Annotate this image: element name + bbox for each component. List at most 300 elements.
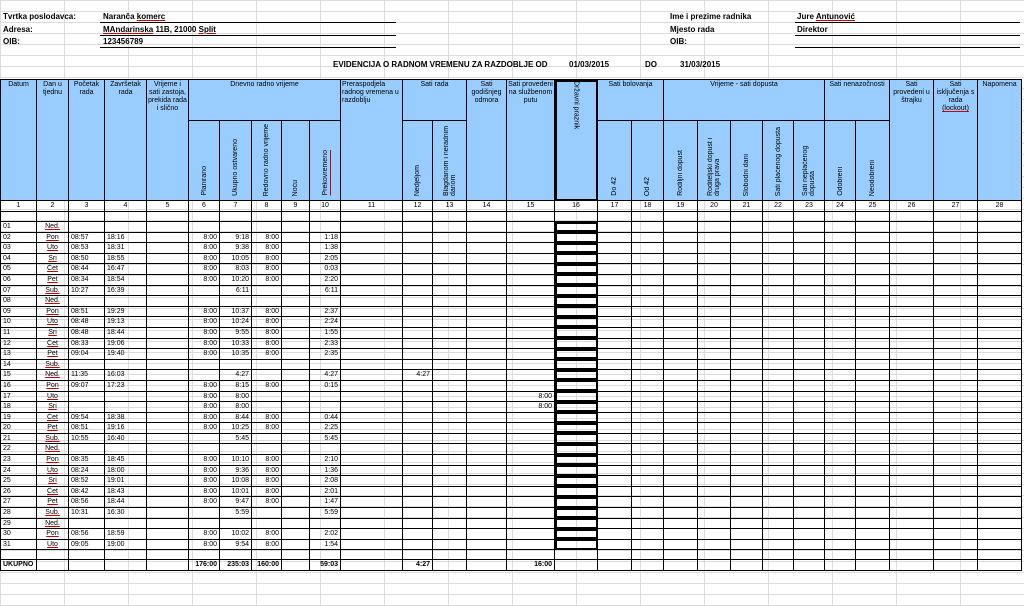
empty-cell[interactable]: [978, 264, 1022, 275]
empty-cell[interactable]: [598, 508, 632, 519]
empty-cell[interactable]: [794, 359, 825, 370]
night-cell[interactable]: [282, 423, 310, 434]
empty-cell[interactable]: [856, 264, 890, 275]
stoppage-cell[interactable]: [147, 539, 189, 550]
date-cell[interactable]: 20: [1, 423, 37, 434]
empty-cell[interactable]: [664, 433, 698, 444]
empty-cell[interactable]: [598, 327, 632, 338]
total-cell[interactable]: 10:05: [220, 253, 252, 264]
start-cell[interactable]: 08:56: [69, 497, 105, 508]
start-cell[interactable]: 08:50: [69, 253, 105, 264]
empty-cell[interactable]: [934, 539, 978, 550]
date-cell[interactable]: 10: [1, 317, 37, 328]
empty-cell[interactable]: [731, 338, 763, 349]
end-cell[interactable]: [105, 444, 147, 455]
date-cell[interactable]: 26: [1, 486, 37, 497]
annual-leave-cell[interactable]: [467, 508, 507, 519]
empty-cell[interactable]: [698, 338, 731, 349]
empty-cell[interactable]: [890, 486, 934, 497]
start-cell[interactable]: 08:35: [69, 455, 105, 466]
empty-cell[interactable]: [763, 518, 794, 529]
date-cell[interactable]: 23: [1, 455, 37, 466]
empty-cell[interactable]: [934, 349, 978, 360]
empty-cell[interactable]: [555, 359, 598, 370]
empty-cell[interactable]: [825, 433, 856, 444]
empty-cell[interactable]: [632, 423, 664, 434]
stoppage-cell[interactable]: [147, 508, 189, 519]
empty-cell[interactable]: [856, 465, 890, 476]
redistribution-cell[interactable]: [341, 285, 403, 296]
empty-cell[interactable]: [794, 412, 825, 423]
business-trip-cell[interactable]: [507, 465, 555, 476]
business-trip-cell[interactable]: [507, 232, 555, 243]
business-trip-cell[interactable]: [507, 455, 555, 466]
empty-cell[interactable]: [632, 433, 664, 444]
empty-cell[interactable]: [698, 433, 731, 444]
empty-cell[interactable]: [856, 285, 890, 296]
planned-cell[interactable]: 8:00: [189, 497, 220, 508]
regular-cell[interactable]: [252, 508, 282, 519]
redistribution-cell[interactable]: [341, 455, 403, 466]
sunday-cell[interactable]: 4:27: [403, 370, 433, 381]
annual-leave-cell[interactable]: [467, 529, 507, 540]
day-cell[interactable]: Sub.: [37, 285, 69, 296]
total-overtime[interactable]: 59:03: [310, 560, 341, 571]
empty-cell[interactable]: [978, 349, 1022, 360]
night-cell[interactable]: [282, 412, 310, 423]
stoppage-cell[interactable]: [147, 402, 189, 413]
annual-leave-cell[interactable]: [467, 327, 507, 338]
empty-cell[interactable]: [632, 391, 664, 402]
planned-cell[interactable]: 8:00: [189, 243, 220, 254]
empty-cell[interactable]: [934, 285, 978, 296]
empty-cell[interactable]: [731, 518, 763, 529]
day-cell[interactable]: Ned.: [37, 370, 69, 381]
end-cell[interactable]: 18:00: [105, 465, 147, 476]
night-cell[interactable]: [282, 380, 310, 391]
empty-cell[interactable]: [555, 518, 598, 529]
empty-cell[interactable]: [890, 317, 934, 328]
end-cell[interactable]: [105, 296, 147, 307]
regular-cell[interactable]: [252, 359, 282, 370]
overtime-cell[interactable]: 2:37: [310, 306, 341, 317]
empty-cell[interactable]: [856, 444, 890, 455]
end-cell[interactable]: 16:03: [105, 370, 147, 381]
empty-cell[interactable]: [763, 253, 794, 264]
regular-cell[interactable]: 8:00: [252, 274, 282, 285]
empty-cell[interactable]: [978, 274, 1022, 285]
address-value[interactable]: MAndarinska 11B, 21000 Split: [103, 25, 216, 34]
start-cell[interactable]: 08:51: [69, 423, 105, 434]
empty-cell[interactable]: [698, 359, 731, 370]
empty-cell[interactable]: [763, 497, 794, 508]
empty-cell[interactable]: [632, 465, 664, 476]
holiday-cell[interactable]: [433, 253, 467, 264]
holiday-cell[interactable]: [433, 444, 467, 455]
empty-cell[interactable]: [934, 306, 978, 317]
empty-cell[interactable]: [890, 518, 934, 529]
redistribution-cell[interactable]: [341, 338, 403, 349]
empty-cell[interactable]: [698, 412, 731, 423]
night-cell[interactable]: [282, 486, 310, 497]
redistribution-cell[interactable]: [341, 327, 403, 338]
date-cell[interactable]: 02: [1, 232, 37, 243]
empty-cell[interactable]: [555, 253, 598, 264]
empty-cell[interactable]: [763, 359, 794, 370]
annual-leave-cell[interactable]: [467, 539, 507, 550]
empty-cell[interactable]: [934, 359, 978, 370]
stoppage-cell[interactable]: [147, 317, 189, 328]
empty-cell[interactable]: [978, 253, 1022, 264]
empty-cell[interactable]: [664, 296, 698, 307]
empty-cell[interactable]: [598, 274, 632, 285]
holiday-cell[interactable]: [433, 232, 467, 243]
regular-cell[interactable]: 8:00: [252, 327, 282, 338]
empty-cell[interactable]: [890, 243, 934, 254]
planned-cell[interactable]: [189, 359, 220, 370]
date-cell[interactable]: 27: [1, 497, 37, 508]
empty-cell[interactable]: [664, 380, 698, 391]
empty-cell[interactable]: [632, 359, 664, 370]
empty-cell[interactable]: [731, 402, 763, 413]
empty-cell[interactable]: [664, 359, 698, 370]
empty-cell[interactable]: [731, 539, 763, 550]
empty-cell[interactable]: [555, 402, 598, 413]
start-cell[interactable]: 08:44: [69, 264, 105, 275]
empty-cell[interactable]: [555, 274, 598, 285]
business-trip-cell[interactable]: [507, 317, 555, 328]
empty-cell[interactable]: [794, 486, 825, 497]
total-cell[interactable]: 9:36: [220, 465, 252, 476]
empty-cell[interactable]: [598, 296, 632, 307]
empty-cell[interactable]: [555, 296, 598, 307]
empty-cell[interactable]: [632, 274, 664, 285]
empty-cell[interactable]: [934, 529, 978, 540]
date-cell[interactable]: 19: [1, 412, 37, 423]
empty-cell[interactable]: [664, 529, 698, 540]
sunday-cell[interactable]: [403, 349, 433, 360]
employee-value[interactable]: Jure Antunović: [797, 12, 855, 21]
start-cell[interactable]: 09:07: [69, 380, 105, 391]
night-cell[interactable]: [282, 497, 310, 508]
day-cell[interactable]: Uto: [37, 465, 69, 476]
regular-cell[interactable]: 8:00: [252, 232, 282, 243]
redistribution-cell[interactable]: [341, 253, 403, 264]
empty-cell[interactable]: [978, 327, 1022, 338]
empty-cell[interactable]: [598, 285, 632, 296]
day-cell[interactable]: Čet: [37, 486, 69, 497]
date-cell[interactable]: 03: [1, 243, 37, 254]
redistribution-cell[interactable]: [341, 274, 403, 285]
sunday-cell[interactable]: [403, 243, 433, 254]
stoppage-cell[interactable]: [147, 222, 189, 233]
empty-cell[interactable]: [698, 497, 731, 508]
empty-cell[interactable]: [664, 274, 698, 285]
empty-cell[interactable]: [632, 518, 664, 529]
empty-cell[interactable]: [664, 222, 698, 233]
sunday-cell[interactable]: [403, 539, 433, 550]
start-cell[interactable]: [69, 222, 105, 233]
empty-cell[interactable]: [934, 455, 978, 466]
empty-cell[interactable]: [698, 444, 731, 455]
annual-leave-cell[interactable]: [467, 274, 507, 285]
regular-cell[interactable]: 8:00: [252, 338, 282, 349]
overtime-cell[interactable]: [310, 391, 341, 402]
empty-cell[interactable]: [856, 338, 890, 349]
empty-cell[interactable]: [934, 402, 978, 413]
empty-cell[interactable]: [794, 370, 825, 381]
end-cell[interactable]: [105, 518, 147, 529]
business-trip-cell[interactable]: [507, 306, 555, 317]
stoppage-cell[interactable]: [147, 274, 189, 285]
empty-cell[interactable]: [664, 285, 698, 296]
planned-cell[interactable]: 8:00: [189, 232, 220, 243]
start-cell[interactable]: [69, 296, 105, 307]
empty-cell[interactable]: [978, 497, 1022, 508]
empty-cell[interactable]: [632, 508, 664, 519]
redistribution-cell[interactable]: [341, 264, 403, 275]
overtime-cell[interactable]: 2:33: [310, 338, 341, 349]
holiday-cell[interactable]: [433, 380, 467, 391]
empty-cell[interactable]: [555, 317, 598, 328]
date-cell[interactable]: 21: [1, 433, 37, 444]
empty-cell[interactable]: [825, 465, 856, 476]
empty-cell[interactable]: [763, 285, 794, 296]
empty-cell[interactable]: [763, 243, 794, 254]
empty-cell[interactable]: [978, 243, 1022, 254]
empty-cell[interactable]: [934, 274, 978, 285]
empty-cell[interactable]: [598, 349, 632, 360]
empty-cell[interactable]: [890, 296, 934, 307]
date-cell[interactable]: 09: [1, 306, 37, 317]
night-cell[interactable]: [282, 402, 310, 413]
sunday-cell[interactable]: [403, 529, 433, 540]
empty-cell[interactable]: [598, 243, 632, 254]
empty-cell[interactable]: [664, 253, 698, 264]
empty-cell[interactable]: [698, 508, 731, 519]
empty-cell[interactable]: [632, 296, 664, 307]
total-business-trip[interactable]: 16:00: [507, 560, 555, 571]
night-cell[interactable]: [282, 391, 310, 402]
empty-cell[interactable]: [664, 264, 698, 275]
date-cell[interactable]: 05: [1, 264, 37, 275]
holiday-cell[interactable]: [433, 359, 467, 370]
start-cell[interactable]: 09:04: [69, 349, 105, 360]
business-trip-cell[interactable]: [507, 264, 555, 275]
holiday-cell[interactable]: [433, 465, 467, 476]
date-cell[interactable]: 30: [1, 529, 37, 540]
empty-cell[interactable]: [698, 253, 731, 264]
night-cell[interactable]: [282, 455, 310, 466]
empty-cell[interactable]: [890, 508, 934, 519]
overtime-cell[interactable]: 4:27: [310, 370, 341, 381]
empty-cell[interactable]: [763, 444, 794, 455]
redistribution-cell[interactable]: [341, 518, 403, 529]
empty-cell[interactable]: [978, 465, 1022, 476]
empty-cell[interactable]: [890, 274, 934, 285]
total-cell[interactable]: 9:54: [220, 539, 252, 550]
empty-cell[interactable]: [555, 455, 598, 466]
end-cell[interactable]: 19:00: [105, 539, 147, 550]
holiday-cell[interactable]: [433, 370, 467, 381]
total-cell[interactable]: 10:20: [220, 274, 252, 285]
empty-cell[interactable]: [731, 465, 763, 476]
night-cell[interactable]: [282, 253, 310, 264]
total-cell[interactable]: 9:38: [220, 243, 252, 254]
sunday-cell[interactable]: [403, 444, 433, 455]
stoppage-cell[interactable]: [147, 433, 189, 444]
holiday-cell[interactable]: [433, 433, 467, 444]
day-cell[interactable]: Sub.: [37, 433, 69, 444]
empty-cell[interactable]: [856, 222, 890, 233]
empty-cell[interactable]: [763, 433, 794, 444]
empty-cell[interactable]: [632, 412, 664, 423]
regular-cell[interactable]: 8:00: [252, 476, 282, 487]
empty-cell[interactable]: [856, 306, 890, 317]
totals-label[interactable]: UKUPNO: [1, 560, 37, 571]
start-cell[interactable]: [69, 391, 105, 402]
empty-cell[interactable]: [856, 518, 890, 529]
night-cell[interactable]: [282, 306, 310, 317]
end-cell[interactable]: 18:54: [105, 274, 147, 285]
overtime-cell[interactable]: 1:38: [310, 243, 341, 254]
empty-cell[interactable]: [664, 518, 698, 529]
date-from[interactable]: 01/03/2015: [569, 60, 610, 69]
empty-cell[interactable]: [731, 370, 763, 381]
empty-cell[interactable]: [794, 455, 825, 466]
redistribution-cell[interactable]: [341, 412, 403, 423]
annual-leave-cell[interactable]: [467, 518, 507, 529]
end-cell[interactable]: 19:40: [105, 349, 147, 360]
empty-cell[interactable]: [934, 380, 978, 391]
regular-cell[interactable]: 8:00: [252, 455, 282, 466]
empty-cell[interactable]: [763, 539, 794, 550]
empty-cell[interactable]: [698, 539, 731, 550]
empty-cell[interactable]: [598, 306, 632, 317]
date-cell[interactable]: 14: [1, 359, 37, 370]
sunday-cell[interactable]: [403, 465, 433, 476]
empty-cell[interactable]: [825, 296, 856, 307]
empty-cell[interactable]: [978, 423, 1022, 434]
empty-cell[interactable]: [698, 423, 731, 434]
empty-cell[interactable]: [555, 327, 598, 338]
stoppage-cell[interactable]: [147, 412, 189, 423]
empty-cell[interactable]: [934, 518, 978, 529]
night-cell[interactable]: [282, 338, 310, 349]
business-trip-cell[interactable]: [507, 222, 555, 233]
redistribution-cell[interactable]: [341, 497, 403, 508]
day-cell[interactable]: Uto: [37, 243, 69, 254]
empty-cell[interactable]: [890, 338, 934, 349]
total-planned[interactable]: 176:00: [189, 560, 220, 571]
empty-cell[interactable]: [555, 243, 598, 254]
empty-cell[interactable]: [825, 486, 856, 497]
empty-cell[interactable]: [598, 476, 632, 487]
empty-cell[interactable]: [794, 518, 825, 529]
empty-cell[interactable]: [698, 222, 731, 233]
stoppage-cell[interactable]: [147, 327, 189, 338]
empty-cell[interactable]: [890, 412, 934, 423]
sunday-cell[interactable]: [403, 253, 433, 264]
empty-cell[interactable]: [664, 444, 698, 455]
redistribution-cell[interactable]: [341, 465, 403, 476]
regular-cell[interactable]: [252, 285, 282, 296]
empty-cell[interactable]: [825, 285, 856, 296]
regular-cell[interactable]: 8:00: [252, 497, 282, 508]
stoppage-cell[interactable]: [147, 486, 189, 497]
col-drzavni[interactable]: Državni praznik: [555, 80, 598, 201]
annual-leave-cell[interactable]: [467, 285, 507, 296]
overtime-cell[interactable]: [310, 296, 341, 307]
sunday-cell[interactable]: [403, 391, 433, 402]
empty-cell[interactable]: [763, 222, 794, 233]
empty-cell[interactable]: [978, 402, 1022, 413]
date-cell[interactable]: 28: [1, 508, 37, 519]
regular-cell[interactable]: 8:00: [252, 529, 282, 540]
planned-cell[interactable]: 8:00: [189, 412, 220, 423]
empty-cell[interactable]: [632, 497, 664, 508]
night-cell[interactable]: [282, 327, 310, 338]
planned-cell[interactable]: 8:00: [189, 349, 220, 360]
annual-leave-cell[interactable]: [467, 486, 507, 497]
empty-cell[interactable]: [794, 222, 825, 233]
empty-cell[interactable]: [825, 497, 856, 508]
empty-cell[interactable]: [598, 486, 632, 497]
empty-cell[interactable]: [731, 380, 763, 391]
day-cell[interactable]: Čet: [37, 338, 69, 349]
redistribution-cell[interactable]: [341, 529, 403, 540]
empty-cell[interactable]: [598, 539, 632, 550]
empty-cell[interactable]: [763, 423, 794, 434]
empty-cell[interactable]: [763, 380, 794, 391]
start-cell[interactable]: 08:53: [69, 243, 105, 254]
overtime-cell[interactable]: 2:10: [310, 455, 341, 466]
planned-cell[interactable]: 8:00: [189, 306, 220, 317]
empty-cell[interactable]: [978, 370, 1022, 381]
empty-cell[interactable]: [825, 222, 856, 233]
day-cell[interactable]: Čet: [37, 264, 69, 275]
empty-cell[interactable]: [934, 412, 978, 423]
annual-leave-cell[interactable]: [467, 455, 507, 466]
empty-cell[interactable]: [794, 529, 825, 540]
holiday-cell[interactable]: [433, 402, 467, 413]
annual-leave-cell[interactable]: [467, 444, 507, 455]
date-cell[interactable]: 22: [1, 444, 37, 455]
empty-cell[interactable]: [555, 529, 598, 540]
planned-cell[interactable]: 8:00: [189, 455, 220, 466]
holiday-cell[interactable]: [433, 349, 467, 360]
empty-cell[interactable]: [731, 349, 763, 360]
business-trip-cell[interactable]: [507, 444, 555, 455]
empty-cell[interactable]: [934, 243, 978, 254]
redistribution-cell[interactable]: [341, 243, 403, 254]
empty-cell[interactable]: [825, 327, 856, 338]
end-cell[interactable]: [105, 391, 147, 402]
start-cell[interactable]: 09:05: [69, 539, 105, 550]
business-trip-cell[interactable]: [507, 423, 555, 434]
sunday-cell[interactable]: [403, 285, 433, 296]
empty-cell[interactable]: [856, 274, 890, 285]
date-cell[interactable]: 18: [1, 402, 37, 413]
business-trip-cell[interactable]: [507, 412, 555, 423]
empty-cell[interactable]: [698, 327, 731, 338]
day-cell[interactable]: Uto: [37, 317, 69, 328]
empty-cell[interactable]: [794, 433, 825, 444]
holiday-cell[interactable]: [433, 296, 467, 307]
overtime-cell[interactable]: 2:01: [310, 486, 341, 497]
empty-cell[interactable]: [763, 274, 794, 285]
empty-cell[interactable]: [934, 338, 978, 349]
